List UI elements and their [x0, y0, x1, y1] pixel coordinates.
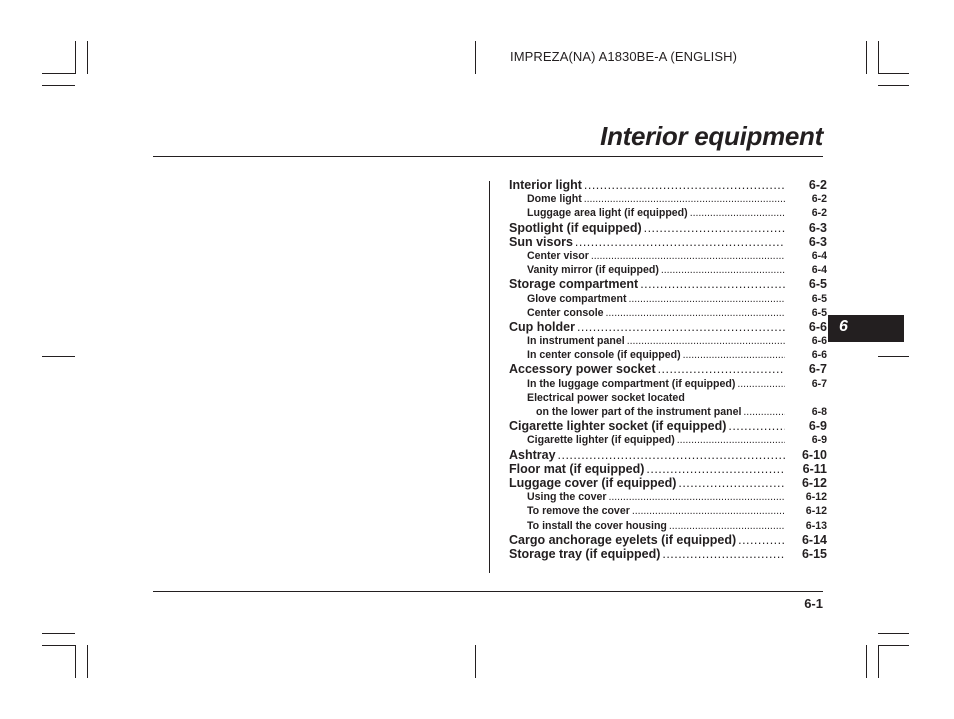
crop-mark — [878, 85, 909, 86]
toc-leader-dots — [584, 192, 785, 206]
toc-entry-page: 6-4 — [811, 264, 827, 277]
toc-entry-page: 6-5 — [811, 306, 827, 319]
toc-leader-dots — [738, 533, 785, 547]
toc-entry[interactable] — [509, 533, 827, 547]
toc-entry-page: 6-6 — [811, 335, 827, 348]
toc-entry-label: To install the cover housing — [527, 519, 667, 532]
toc-entry-label: Sun visors — [509, 234, 573, 249]
crop-mark — [878, 633, 909, 634]
toc-entry-page: 6-7 — [808, 362, 827, 377]
crop-mark — [878, 645, 909, 646]
toc-entry-page: 6-12 — [801, 475, 827, 490]
toc-entry[interactable] — [509, 334, 827, 348]
toc-leader-dots — [661, 263, 785, 277]
crop-mark — [475, 645, 476, 678]
toc-entry-page: 6-8 — [811, 406, 827, 418]
toc-entry-label: Storage tray (if equipped) — [509, 546, 661, 561]
toc-entry[interactable] — [509, 192, 827, 206]
crop-mark — [475, 41, 476, 74]
title-rule — [153, 156, 823, 157]
toc-leader-dots — [591, 249, 785, 263]
toc-leader-dots — [678, 476, 785, 490]
toc-entry-label: Cigarette lighter socket (if equipped) — [509, 419, 727, 434]
toc-entry[interactable] — [509, 547, 827, 561]
toc-entry-label: Vanity mirror (if equipped) — [527, 264, 659, 277]
toc-entry-label: Luggage area light (if equipped) — [527, 207, 688, 220]
toc-entry-page: 6-2 — [811, 207, 827, 220]
column-divider — [489, 181, 490, 573]
toc-leader-dots — [558, 448, 785, 462]
toc-entry-label: Center visor — [527, 249, 589, 262]
toc-entry[interactable] — [509, 490, 827, 504]
toc-leader-dots — [743, 405, 785, 419]
crop-mark — [42, 356, 75, 357]
toc-entry-page: 6-9 — [808, 419, 827, 434]
toc-entry[interactable] — [509, 235, 827, 249]
toc-entry[interactable] — [509, 504, 827, 518]
crop-mark — [878, 41, 879, 74]
toc-entry[interactable] — [509, 362, 827, 376]
toc-entry-label: Cargo anchorage eyelets (if equipped) — [509, 532, 737, 547]
toc-entry[interactable] — [509, 292, 827, 306]
toc-entry-page: 6-5 — [808, 277, 827, 292]
toc-entry-label: Center console — [527, 306, 604, 319]
toc-entry-label: Glove compartment — [527, 292, 627, 305]
chapter-tab-number: 6 — [839, 318, 848, 335]
crop-mark — [75, 41, 76, 74]
crop-mark — [87, 645, 88, 678]
toc-leader-dots — [629, 292, 786, 306]
crop-mark — [87, 41, 88, 74]
toc-entry-page: 6-2 — [808, 178, 827, 192]
toc-leader-dots — [683, 348, 785, 362]
toc-entry-label: Electrical power socket located — [527, 391, 685, 404]
toc-entry[interactable] — [509, 462, 827, 476]
toc-entry-label: Ashtray — [509, 447, 556, 462]
footer-rule — [153, 591, 823, 592]
toc-entry[interactable] — [509, 263, 827, 277]
chapter-tab[interactable] — [828, 315, 904, 342]
toc-leader-dots — [646, 462, 785, 476]
toc-entry-page: 6-3 — [808, 220, 827, 235]
page-number: 6-1 — [804, 596, 823, 611]
toc-entry[interactable] — [509, 448, 827, 462]
toc-entry[interactable] — [509, 377, 827, 391]
toc-entry[interactable] — [509, 249, 827, 263]
crop-mark — [75, 645, 76, 678]
crop-mark — [878, 356, 909, 357]
toc-entry-label: Interior light — [509, 178, 582, 192]
crop-mark — [866, 645, 867, 678]
toc-leader-dots — [662, 547, 785, 561]
toc-entry-label: Storage compartment — [509, 277, 639, 292]
toc-entry-label: Spotlight (if equipped) — [509, 220, 642, 235]
toc-entry-page: 6-12 — [805, 491, 827, 504]
toc-entry-page: 6-14 — [801, 532, 827, 547]
toc-leader-dots — [632, 504, 785, 518]
toc-entry-page: 6-2 — [811, 193, 827, 206]
toc-entry-label: on the lower part of the instrument panel — [536, 406, 742, 418]
crop-mark — [878, 73, 909, 74]
toc-entry[interactable] — [509, 391, 827, 405]
toc-entry-page: 6-6 — [811, 349, 827, 362]
crop-mark — [42, 85, 75, 86]
toc-entry-page: 6-3 — [808, 234, 827, 249]
toc-leader-dots — [737, 377, 785, 391]
toc-entry-label: Cigarette lighter (if equipped) — [527, 434, 675, 447]
toc-entry-label: In center console (if equipped) — [527, 349, 681, 362]
toc-entry-page: 6-12 — [805, 505, 827, 518]
toc-entry[interactable] — [509, 206, 827, 220]
toc-entry-page: 6-10 — [801, 447, 827, 462]
crop-mark — [42, 645, 75, 646]
toc-leader-dots — [577, 320, 785, 334]
toc-entry[interactable] — [509, 433, 827, 447]
toc-leader-dots — [728, 419, 785, 433]
crop-mark — [878, 645, 879, 678]
toc-entry-page: 6-7 — [811, 377, 827, 390]
crop-mark — [42, 73, 75, 74]
toc-leader-dots — [640, 277, 785, 291]
toc-entry-page: 6-6 — [808, 319, 827, 334]
crop-mark — [866, 41, 867, 74]
toc-entry-page: 6-5 — [811, 292, 827, 305]
toc-entry-label: In the luggage compartment (if equipped) — [527, 377, 736, 390]
toc-entry[interactable] — [509, 306, 827, 320]
toc-entry-label: Floor mat (if equipped) — [509, 461, 645, 476]
toc-leader-dots — [658, 362, 785, 376]
toc-entry[interactable] — [509, 178, 827, 192]
toc-entry[interactable] — [509, 419, 827, 433]
page-title: Interior equipment — [600, 121, 823, 151]
toc-leader-dots — [627, 334, 785, 348]
toc-leader-dots — [690, 206, 785, 220]
toc-entry-page: 6-15 — [801, 546, 827, 561]
table-of-contents — [509, 178, 827, 561]
toc-entry[interactable] — [509, 519, 827, 533]
toc-entry-label: Dome light — [527, 193, 582, 206]
toc-entry-page: 6-13 — [805, 519, 827, 532]
toc-leader-dots — [575, 235, 785, 249]
toc-entry[interactable] — [509, 320, 827, 334]
toc-entry-label: In instrument panel — [527, 335, 625, 348]
toc-entry-page: 6-11 — [802, 461, 827, 476]
toc-entry[interactable] — [509, 476, 827, 490]
toc-entry-label: Accessory power socket — [509, 362, 656, 377]
toc-leader-dots — [608, 490, 785, 504]
toc-entry[interactable] — [509, 348, 827, 362]
toc-entry[interactable] — [509, 277, 827, 291]
toc-leader-dots — [606, 306, 785, 320]
toc-leader-dots — [644, 221, 785, 235]
toc-leader-dots — [677, 433, 785, 447]
toc-entry-label: Using the cover — [527, 491, 607, 504]
toc-entry-page: 6-4 — [811, 249, 827, 262]
toc-entry[interactable] — [509, 221, 827, 235]
toc-entry-label: To remove the cover — [527, 505, 630, 518]
toc-leader-dots — [584, 178, 785, 192]
toc-entry[interactable] — [509, 405, 827, 419]
toc-entry-page: 6-9 — [811, 434, 827, 447]
toc-leader-dots — [669, 519, 785, 533]
crop-mark — [42, 633, 75, 634]
toc-entry-label: Luggage cover (if equipped) — [509, 475, 677, 490]
document-code: IMPREZA(NA) A1830BE-A (ENGLISH) — [510, 49, 738, 64]
toc-entry-label: Cup holder — [509, 319, 575, 334]
